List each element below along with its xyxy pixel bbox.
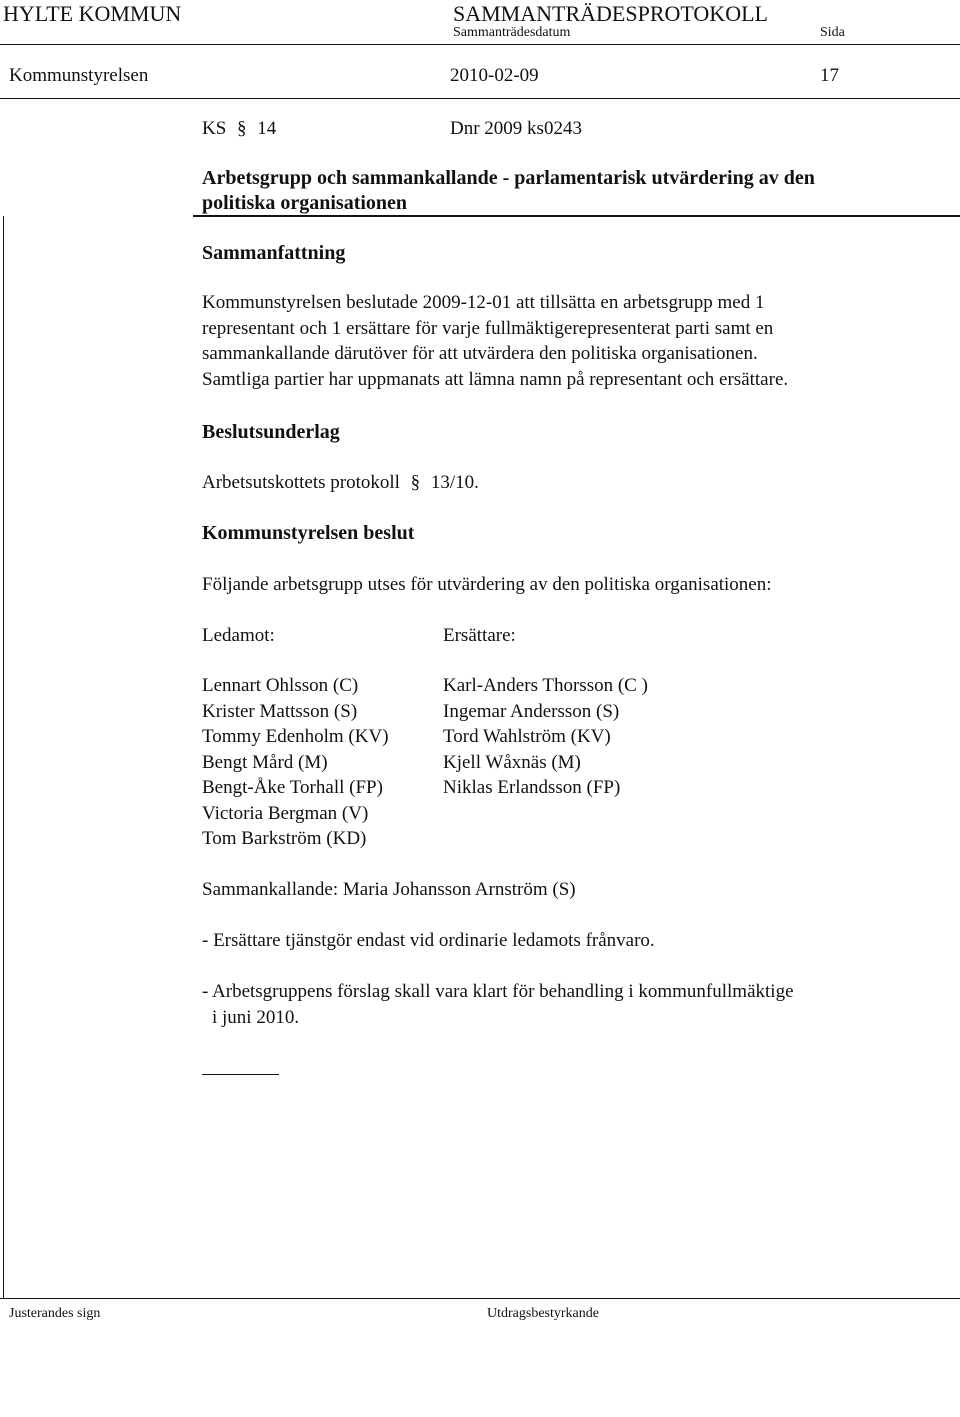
deputies-list	[443, 673, 648, 801]
basis-label: Arbetsutskottets protokoll	[202, 472, 400, 493]
basis-heading: Beslutsunderlag	[202, 421, 340, 443]
page-label: Sida	[820, 25, 845, 40]
member-item: Tommy Edenholm (KV)	[202, 726, 389, 747]
closing-rule	[202, 1074, 279, 1075]
summary-heading: Sammanfattning	[202, 242, 346, 264]
deputies-column-header: Ersättare:	[443, 625, 516, 646]
basis-section-symbol: §	[410, 472, 421, 493]
left-margin-rule	[3, 216, 4, 1298]
basis-reference: 13/10.	[430, 472, 479, 493]
deputy-item: Kjell Wåxnäs (M)	[443, 751, 581, 773]
summary-line-1: Kommunstyrelsen beslutade 2009-12-01 att tillsätta en arbetsgrupp med 1	[202, 292, 765, 313]
item-title-line2: politiska organisationen	[202, 192, 408, 214]
summary-text	[202, 290, 902, 392]
page-number: 17	[820, 65, 839, 86]
ks-number: 14	[257, 118, 277, 139]
document-type: SAMMANTRÄDESPROTOKOLL	[453, 1, 768, 26]
summary-line-2: representant och 1 ersättare för varje fullmäktigerepresenterat parti samt en	[202, 317, 774, 339]
member-item: Krister Mattsson (S)	[202, 700, 358, 722]
deputy-item: Niklas Erlandsson (FP)	[443, 777, 621, 798]
deputy-item: Tord Wahlström (KV)	[443, 726, 611, 747]
member-item: Bengt-Åke Torhall (FP)	[202, 777, 383, 798]
member-item: Lennart Ohlsson (C)	[202, 675, 359, 696]
convener: Sammankallande: Maria Johansson Arnström (S)	[202, 879, 576, 900]
decision-intro: Följande arbetsgrupp utses för utvärdering av den politiska organisationen:	[202, 574, 772, 595]
note-deadline-line2: i juni 2010.	[212, 1007, 300, 1028]
summary-line-4: Samtliga partier har uppmanats att lämna namn på representant och ersättare.	[202, 368, 789, 390]
ks-label: KS	[202, 118, 227, 139]
footer-signature-label: Justerandes sign	[9, 1306, 101, 1321]
decision-heading: Kommunstyrelsen beslut	[202, 522, 415, 544]
member-item: Bengt Mård (M)	[202, 751, 328, 773]
meeting-date: 2010-02-09	[450, 65, 539, 86]
note-deadline-line1: - Arbetsgruppens förslag skall vara klart för behandling i kommunfullmäktige	[202, 981, 794, 1002]
member-item: Victoria Bergman (V)	[202, 802, 369, 824]
footer-rule	[0, 1298, 960, 1299]
member-item: Tom Barkström (KD)	[202, 828, 367, 849]
basis-text	[202, 470, 479, 496]
date-label: Sammanträdesdatum	[453, 25, 571, 40]
org-name: HYLTE KOMMUN	[3, 1, 182, 26]
summary-line-3: sammankallande därutöver för att utvärdera den politiska organisationen.	[202, 343, 758, 364]
header-top-rule	[0, 44, 960, 45]
note-deputies: - Ersättare tjänstgör endast vid ordinarie ledamots frånvaro.	[202, 930, 655, 951]
header-bottom-rule	[0, 98, 960, 99]
paragraph-reference	[202, 116, 276, 142]
title-rule	[193, 215, 960, 217]
footer-certification-label: Utdragsbestyrkande	[487, 1306, 599, 1321]
deputy-item: Karl-Anders Thorsson (C )	[443, 675, 648, 696]
members-column-header: Ledamot:	[202, 625, 275, 646]
deputy-item: Ingemar Andersson (S)	[443, 700, 620, 722]
members-list	[202, 673, 389, 852]
section-symbol: §	[237, 118, 247, 139]
meeting-body: Kommunstyrelsen	[9, 65, 149, 86]
diary-number: Dnr 2009 ks0243	[450, 118, 582, 139]
item-title-line1: Arbetsgrupp och sammankallande - parlamentarisk utvärdering av den	[202, 167, 815, 189]
